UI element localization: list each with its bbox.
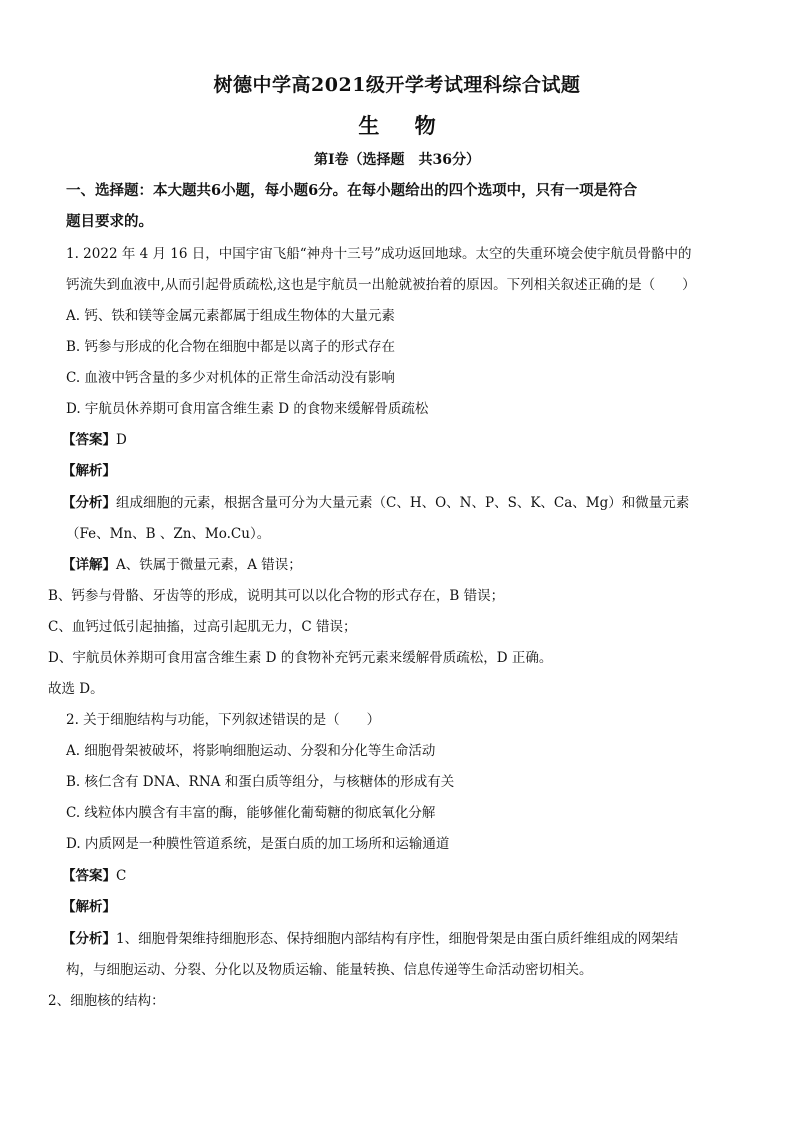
exam-title: 树德中学高2021级开学考试理科综合试题 — [213, 74, 581, 96]
q1-analysis-line-2: （Fe、Mn、B 、Zn、Mo.Cu）。 — [66, 526, 271, 542]
q2-analysis-line-3: 2、细胞核的结构： — [48, 993, 165, 1009]
q2-option-a: A. 细胞骨架被破坏，将影响细胞运动、分裂和分化等生命活动 — [66, 743, 436, 759]
fenxi-text: 组成细胞的元素，根据含量可分为大量元素（C、H、O、N、P、S、K、Ca、Mg）和微量元素 — [116, 495, 690, 511]
q1-option-a: A. 钙、铁和镁等金属元素都属于组成生物体的大量元素 — [66, 308, 395, 324]
fenxi-tag: 【分析】 — [62, 931, 116, 947]
subject-title: 生 物 — [358, 113, 450, 138]
q2-answer — [62, 866, 126, 886]
section-intro-line-2: 题目要求的。 — [66, 213, 153, 230]
q1-detail-line-3: C、血钙过低引起抽搐，过高引起肌无力，C 错误； — [48, 619, 357, 635]
q1-option-b: B. 钙参与形成的化合物在细胞中都是以离子的形式存在 — [66, 339, 396, 355]
answer-tag: 【答案】 — [62, 868, 116, 884]
q1-answer — [62, 430, 127, 450]
q1-detail-line-1 — [62, 555, 302, 575]
section-title: 第I卷（选择题 共36分） — [313, 152, 481, 168]
q1-stem-line-1: 1. 2022 年 4 月 16 日，中国宇宙飞船“神舟十三号”成功返回地球。太空的失重环境会使宇航员骨骼中的 — [66, 246, 692, 262]
xiangjie-text: A、铁属于微量元素，A 错误； — [116, 557, 302, 573]
q2-option-d: D. 内质网是一种膜性管道系统，是蛋白质的加工场所和运输通道 — [66, 836, 450, 852]
section-intro-line-1: 一、选择题：本大题共6小题，每小题6分。在每小题给出的四个选项中，只有一项是符合 — [66, 182, 638, 199]
fenxi-text: 1、细胞骨架维持细胞形态、保持细胞内部结构有序性，细胞骨架是由蛋白质纤维组成的网架结 — [116, 931, 679, 947]
q1-option-d: D. 宇航员休养期可食用富含维生素 D 的食物来缓解骨质疏松 — [66, 401, 429, 417]
answer-value: D — [116, 432, 127, 448]
q2-option-c: C. 线粒体内膜含有丰富的酶，能够催化葡萄糖的彻底氧化分解 — [66, 805, 436, 821]
answer-tag: 【答案】 — [62, 432, 116, 448]
q1-stem-line-2: 钙流失到血液中,从而引起骨质疏松,这也是宇航员一出舱就被抬着的原因。下列相关叙述正确的是（ ） — [66, 277, 696, 293]
q2-analysis-line-1 — [62, 929, 678, 949]
fenxi-tag: 【分析】 — [62, 495, 116, 511]
q1-option-c: C. 血液中钙含量的多少对机体的正常生命活动没有影响 — [66, 370, 395, 386]
q1-detail-line-4: D、宇航员休养期可食用富含维生素 D 的食物补充钙元素来缓解骨质疏松，D 正确。 — [48, 650, 553, 666]
q1-analysis-tag: 【解析】 — [62, 463, 116, 479]
q2-analysis-line-2: 构，与细胞运动、分裂、分化以及物质运输、能量转换、信息传递等生命活动密切相关。 — [66, 962, 593, 978]
q1-conclusion: 故选 D。 — [48, 681, 104, 697]
q2-analysis-tag: 【解析】 — [62, 899, 116, 915]
answer-value: C — [116, 868, 127, 884]
q2-option-b: B. 核仁含有 DNA、RNA 和蛋白质等组分，与核糖体的形成有关 — [66, 774, 455, 790]
xiangjie-tag: 【详解】 — [62, 557, 116, 573]
q1-analysis-line-1 — [62, 493, 689, 513]
q1-detail-line-2: B、钙参与骨骼、牙齿等的形成，说明其可以以化合物的形式存在，B 错误； — [48, 588, 505, 604]
q2-stem: 2. 关于细胞结构与功能，下列叙述错误的是（ ） — [66, 712, 381, 728]
